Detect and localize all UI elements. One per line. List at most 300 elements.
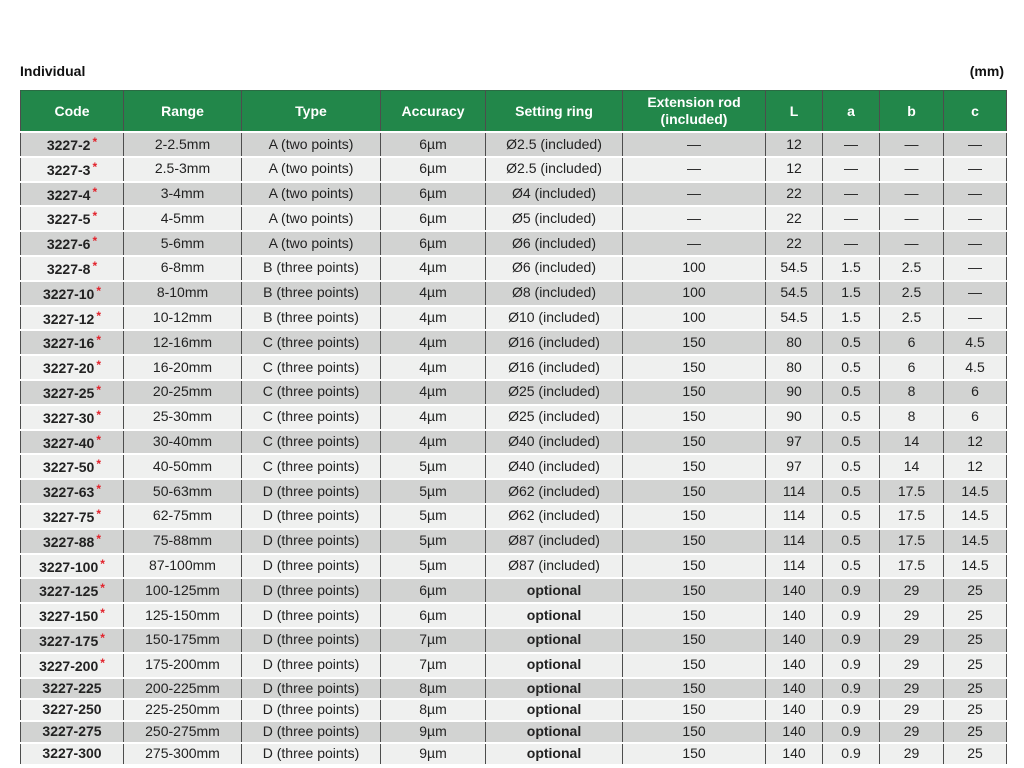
- cell-b: 29: [880, 578, 944, 603]
- cell-b: —: [880, 206, 944, 231]
- cell-code: [21, 206, 124, 231]
- cell-type: B (three points): [242, 306, 381, 331]
- cell-setting_ring: optional: [486, 721, 623, 743]
- cell-setting_ring: optional: [486, 743, 623, 765]
- star-marker: *: [92, 184, 98, 199]
- cell-accuracy: 5µm: [381, 554, 486, 579]
- table-row: [21, 554, 1007, 579]
- cell-range: 25-30mm: [124, 405, 242, 430]
- cell-c: 6: [944, 380, 1007, 405]
- cell-l: 90: [766, 380, 823, 405]
- cell-setting_ring: optional: [486, 678, 623, 700]
- table-row: [21, 256, 1007, 281]
- product-code: 3227-25: [42, 384, 95, 401]
- product-code: 3227-8: [46, 260, 91, 277]
- cell-type: D (three points): [242, 578, 381, 603]
- cell-range: 8-10mm: [124, 281, 242, 306]
- cell-b: 17.5: [880, 504, 944, 529]
- cell-a: 0.5: [823, 479, 880, 504]
- product-code: 3227-300: [42, 744, 102, 761]
- star-marker: *: [92, 159, 98, 174]
- cell-range: 12-16mm: [124, 330, 242, 355]
- table-row: [21, 405, 1007, 430]
- table-row: [21, 206, 1007, 231]
- cell-accuracy: 5µm: [381, 479, 486, 504]
- cell-type: A (two points): [242, 132, 381, 157]
- table-row: [21, 380, 1007, 405]
- star-marker: *: [92, 209, 98, 224]
- product-code: 3227-125: [39, 583, 99, 600]
- cell-c: 14.5: [944, 529, 1007, 554]
- cell-accuracy: 4µm: [381, 380, 486, 405]
- star-marker: *: [96, 457, 102, 472]
- cell-l: 140: [766, 653, 823, 678]
- table-row: [21, 330, 1007, 355]
- cell-a: —: [823, 182, 880, 207]
- column-header-c: c: [944, 91, 1007, 133]
- cell-code: [21, 355, 124, 380]
- cell-accuracy: 5µm: [381, 504, 486, 529]
- cell-setting_ring: Ø6 (included): [486, 231, 623, 256]
- cell-code: [21, 182, 124, 207]
- cell-setting_ring: optional: [486, 628, 623, 653]
- cell-type: D (three points): [242, 743, 381, 765]
- cell-a: —: [823, 157, 880, 182]
- table-row: [21, 578, 1007, 603]
- cell-type: D (three points): [242, 678, 381, 700]
- cell-l: 22: [766, 182, 823, 207]
- cell-code: [21, 554, 124, 579]
- cell-accuracy: 4µm: [381, 256, 486, 281]
- cell-c: 12: [944, 454, 1007, 479]
- cell-range: 6-8mm: [124, 256, 242, 281]
- cell-code: [21, 306, 124, 331]
- cell-type: D (three points): [242, 653, 381, 678]
- product-code: 3227-10: [42, 285, 95, 302]
- column-header-b: b: [880, 91, 944, 133]
- cell-a: 0.9: [823, 678, 880, 700]
- cell-code: [21, 504, 124, 529]
- cell-extension_rod: 150: [623, 405, 766, 430]
- cell-type: A (two points): [242, 182, 381, 207]
- cell-l: 54.5: [766, 256, 823, 281]
- cell-type: B (three points): [242, 256, 381, 281]
- cell-code: [21, 330, 124, 355]
- table-row: [21, 721, 1007, 743]
- star-marker: *: [96, 308, 102, 323]
- cell-a: 0.9: [823, 628, 880, 653]
- cell-setting_ring: Ø2.5 (included): [486, 132, 623, 157]
- star-marker: *: [100, 630, 105, 645]
- cell-setting_ring: Ø16 (included): [486, 330, 623, 355]
- cell-extension_rod: 150: [623, 628, 766, 653]
- cell-a: 0.9: [823, 603, 880, 628]
- cell-a: 1.5: [823, 306, 880, 331]
- cell-accuracy: 6µm: [381, 206, 486, 231]
- cell-extension_rod: 150: [623, 653, 766, 678]
- product-code: 3227-200: [39, 657, 99, 674]
- section-title: Individual: [20, 63, 86, 79]
- cell-setting_ring: Ø25 (included): [486, 405, 623, 430]
- cell-type: C (three points): [242, 380, 381, 405]
- cell-b: 29: [880, 603, 944, 628]
- product-code: 3227-12: [42, 310, 95, 327]
- cell-extension_rod: 150: [623, 578, 766, 603]
- product-code: 3227-275: [42, 723, 102, 740]
- table-row: [21, 529, 1007, 554]
- table-row: [21, 281, 1007, 306]
- cell-type: A (two points): [242, 231, 381, 256]
- column-header-code: Code: [21, 91, 124, 133]
- star-marker: *: [92, 258, 98, 273]
- cell-extension_rod: 150: [623, 479, 766, 504]
- cell-accuracy: 6µm: [381, 157, 486, 182]
- cell-range: 125-150mm: [124, 603, 242, 628]
- cell-accuracy: 4µm: [381, 306, 486, 331]
- cell-type: D (three points): [242, 603, 381, 628]
- cell-range: 10-12mm: [124, 306, 242, 331]
- product-code: 3227-75: [42, 508, 95, 525]
- cell-accuracy: 8µm: [381, 699, 486, 721]
- cell-type: D (three points): [242, 479, 381, 504]
- unit-label: (mm): [969, 63, 1004, 79]
- cell-b: 17.5: [880, 479, 944, 504]
- column-header-l: L: [766, 91, 823, 133]
- table-row: [21, 157, 1007, 182]
- cell-l: 114: [766, 554, 823, 579]
- cell-c: 14.5: [944, 504, 1007, 529]
- cell-setting_ring: Ø62 (included): [486, 504, 623, 529]
- cell-type: C (three points): [242, 355, 381, 380]
- column-header-extension_rod: Extension rod (included): [623, 91, 766, 133]
- cell-b: 29: [880, 678, 944, 700]
- table-row: [21, 743, 1007, 765]
- table-row: [21, 678, 1007, 700]
- cell-extension_rod: —: [623, 157, 766, 182]
- cell-a: 0.5: [823, 355, 880, 380]
- cell-c: 25: [944, 699, 1007, 721]
- cell-accuracy: 6µm: [381, 182, 486, 207]
- cell-a: —: [823, 132, 880, 157]
- cell-range: 100-125mm: [124, 578, 242, 603]
- cell-setting_ring: Ø4 (included): [486, 182, 623, 207]
- cell-setting_ring: optional: [486, 578, 623, 603]
- cell-extension_rod: 150: [623, 454, 766, 479]
- cell-setting_ring: Ø5 (included): [486, 206, 623, 231]
- cell-a: 0.5: [823, 380, 880, 405]
- cell-c: 4.5: [944, 355, 1007, 380]
- star-marker: *: [96, 283, 102, 298]
- cell-c: 6: [944, 405, 1007, 430]
- cell-setting_ring: optional: [486, 603, 623, 628]
- cell-l: 22: [766, 206, 823, 231]
- table-row: [21, 699, 1007, 721]
- cell-accuracy: 4µm: [381, 330, 486, 355]
- product-code: 3227-175: [39, 632, 99, 649]
- cell-accuracy: 4µm: [381, 355, 486, 380]
- column-header-type: Type: [242, 91, 381, 133]
- cell-setting_ring: Ø8 (included): [486, 281, 623, 306]
- cell-c: —: [944, 231, 1007, 256]
- cell-c: —: [944, 281, 1007, 306]
- cell-b: 29: [880, 653, 944, 678]
- cell-extension_rod: 150: [623, 603, 766, 628]
- cell-c: 25: [944, 628, 1007, 653]
- star-marker: *: [96, 506, 102, 521]
- cell-type: A (two points): [242, 157, 381, 182]
- cell-l: 97: [766, 454, 823, 479]
- cell-accuracy: 6µm: [381, 132, 486, 157]
- cell-range: 200-225mm: [124, 678, 242, 700]
- cell-extension_rod: 150: [623, 330, 766, 355]
- cell-b: 14: [880, 454, 944, 479]
- cell-c: —: [944, 157, 1007, 182]
- cell-a: —: [823, 231, 880, 256]
- cell-setting_ring: Ø16 (included): [486, 355, 623, 380]
- cell-setting_ring: Ø6 (included): [486, 256, 623, 281]
- cell-b: —: [880, 182, 944, 207]
- cell-accuracy: 5µm: [381, 529, 486, 554]
- cell-l: 140: [766, 678, 823, 700]
- cell-code: [21, 699, 124, 721]
- cell-b: —: [880, 231, 944, 256]
- product-code: 3227-20: [42, 360, 95, 377]
- table-row: [21, 355, 1007, 380]
- cell-a: 0.9: [823, 699, 880, 721]
- product-spec-table: [20, 90, 1007, 766]
- cell-type: C (three points): [242, 430, 381, 455]
- cell-b: 29: [880, 699, 944, 721]
- cell-a: 0.5: [823, 529, 880, 554]
- cell-c: 25: [944, 603, 1007, 628]
- cell-accuracy: 9µm: [381, 721, 486, 743]
- cell-extension_rod: —: [623, 132, 766, 157]
- cell-a: 0.5: [823, 330, 880, 355]
- cell-a: 0.9: [823, 721, 880, 743]
- table-row: [21, 231, 1007, 256]
- table-row: [21, 182, 1007, 207]
- star-marker: *: [96, 382, 102, 397]
- cell-accuracy: 7µm: [381, 653, 486, 678]
- cell-a: 0.5: [823, 405, 880, 430]
- cell-extension_rod: —: [623, 231, 766, 256]
- cell-range: 2.5-3mm: [124, 157, 242, 182]
- product-code: 3227-40: [42, 434, 95, 451]
- cell-type: C (three points): [242, 330, 381, 355]
- product-code: 3227-5: [46, 211, 91, 228]
- star-marker: *: [96, 358, 102, 373]
- cell-range: 87-100mm: [124, 554, 242, 579]
- cell-a: 0.5: [823, 430, 880, 455]
- cell-b: 17.5: [880, 554, 944, 579]
- cell-b: 29: [880, 628, 944, 653]
- cell-l: 12: [766, 157, 823, 182]
- star-marker: *: [100, 556, 105, 571]
- cell-range: 150-175mm: [124, 628, 242, 653]
- cell-c: 25: [944, 653, 1007, 678]
- table-row: [21, 504, 1007, 529]
- cell-b: 2.5: [880, 281, 944, 306]
- table-row: [21, 479, 1007, 504]
- cell-c: 14.5: [944, 479, 1007, 504]
- product-code: 3227-2: [46, 137, 91, 153]
- star-marker: *: [96, 407, 102, 422]
- product-code: 3227-4: [46, 186, 91, 203]
- cell-range: 30-40mm: [124, 430, 242, 455]
- cell-type: D (three points): [242, 554, 381, 579]
- cell-range: 275-300mm: [124, 743, 242, 765]
- cell-extension_rod: 150: [623, 529, 766, 554]
- cell-extension_rod: 150: [623, 678, 766, 700]
- product-code: 3227-30: [42, 409, 95, 426]
- cell-type: C (three points): [242, 405, 381, 430]
- cell-a: 0.9: [823, 743, 880, 765]
- cell-type: D (three points): [242, 628, 381, 653]
- cell-l: 140: [766, 578, 823, 603]
- table-row: [21, 628, 1007, 653]
- cell-a: 0.5: [823, 504, 880, 529]
- cell-c: 25: [944, 578, 1007, 603]
- cell-extension_rod: 100: [623, 281, 766, 306]
- cell-c: —: [944, 306, 1007, 331]
- cell-extension_rod: 150: [623, 721, 766, 743]
- cell-l: 140: [766, 743, 823, 765]
- product-code: 3227-16: [42, 335, 95, 352]
- cell-l: 80: [766, 330, 823, 355]
- cell-setting_ring: Ø2.5 (included): [486, 157, 623, 182]
- cell-code: [21, 405, 124, 430]
- star-marker: *: [100, 655, 105, 670]
- cell-code: [21, 628, 124, 653]
- cell-code: [21, 578, 124, 603]
- cell-a: 0.5: [823, 554, 880, 579]
- cell-range: 16-20mm: [124, 355, 242, 380]
- cell-l: 114: [766, 479, 823, 504]
- cell-accuracy: 6µm: [381, 578, 486, 603]
- cell-accuracy: 5µm: [381, 454, 486, 479]
- cell-type: D (three points): [242, 721, 381, 743]
- cell-l: 97: [766, 430, 823, 455]
- table-row: [21, 603, 1007, 628]
- table-row: [21, 653, 1007, 678]
- table-row: [21, 132, 1007, 157]
- cell-code: [21, 157, 124, 182]
- product-code: 3227-63: [42, 484, 95, 501]
- product-code: 3227-250: [42, 701, 102, 718]
- cell-b: —: [880, 157, 944, 182]
- cell-code: [21, 653, 124, 678]
- star-marker: *: [96, 531, 102, 546]
- star-marker: *: [96, 333, 102, 348]
- cell-code: [21, 132, 124, 157]
- cell-a: 0.5: [823, 454, 880, 479]
- product-code: 3227-6: [46, 236, 91, 253]
- star-marker: *: [100, 581, 105, 596]
- cell-extension_rod: 100: [623, 256, 766, 281]
- cell-c: 4.5: [944, 330, 1007, 355]
- cell-range: 4-5mm: [124, 206, 242, 231]
- cell-l: 140: [766, 699, 823, 721]
- cell-type: D (three points): [242, 529, 381, 554]
- cell-l: 114: [766, 504, 823, 529]
- column-header-a: a: [823, 91, 880, 133]
- cell-accuracy: 4µm: [381, 405, 486, 430]
- cell-type: B (three points): [242, 281, 381, 306]
- star-marker: *: [96, 482, 102, 497]
- cell-setting_ring: Ø62 (included): [486, 479, 623, 504]
- cell-setting_ring: Ø10 (included): [486, 306, 623, 331]
- cell-code: [21, 743, 124, 765]
- cell-type: D (three points): [242, 699, 381, 721]
- cell-l: 54.5: [766, 281, 823, 306]
- star-marker: *: [92, 234, 98, 249]
- product-code: 3227-50: [42, 459, 95, 476]
- cell-extension_rod: 150: [623, 430, 766, 455]
- cell-l: 80: [766, 355, 823, 380]
- cell-a: 0.9: [823, 578, 880, 603]
- cell-a: 1.5: [823, 256, 880, 281]
- star-marker: *: [100, 606, 105, 621]
- cell-l: 114: [766, 529, 823, 554]
- cell-l: 140: [766, 628, 823, 653]
- star-marker: *: [96, 432, 102, 447]
- cell-code: [21, 281, 124, 306]
- cell-setting_ring: Ø40 (included): [486, 430, 623, 455]
- cell-extension_rod: 150: [623, 699, 766, 721]
- cell-extension_rod: —: [623, 206, 766, 231]
- cell-code: [21, 479, 124, 504]
- cell-setting_ring: optional: [486, 699, 623, 721]
- column-header-setting_ring: Setting ring: [486, 91, 623, 133]
- cell-accuracy: 9µm: [381, 743, 486, 765]
- cell-range: 50-63mm: [124, 479, 242, 504]
- product-code: 3227-225: [42, 679, 102, 696]
- cell-setting_ring: Ø40 (included): [486, 454, 623, 479]
- cell-b: —: [880, 132, 944, 157]
- cell-extension_rod: 150: [623, 355, 766, 380]
- cell-a: —: [823, 206, 880, 231]
- cell-code: [21, 231, 124, 256]
- cell-l: 140: [766, 721, 823, 743]
- cell-code: [21, 454, 124, 479]
- table-row: [21, 430, 1007, 455]
- cell-c: —: [944, 256, 1007, 281]
- cell-code: [21, 678, 124, 700]
- cell-extension_rod: 150: [623, 554, 766, 579]
- cell-c: —: [944, 132, 1007, 157]
- cell-l: 90: [766, 405, 823, 430]
- cell-type: D (three points): [242, 504, 381, 529]
- cell-b: 14: [880, 430, 944, 455]
- cell-b: 2.5: [880, 256, 944, 281]
- cell-range: 5-6mm: [124, 231, 242, 256]
- cell-range: 62-75mm: [124, 504, 242, 529]
- cell-code: [21, 529, 124, 554]
- cell-c: —: [944, 182, 1007, 207]
- cell-a: 1.5: [823, 281, 880, 306]
- cell-b: 29: [880, 743, 944, 765]
- cell-c: 14.5: [944, 554, 1007, 579]
- cell-b: 2.5: [880, 306, 944, 331]
- cell-accuracy: 4µm: [381, 281, 486, 306]
- cell-setting_ring: Ø87 (included): [486, 554, 623, 579]
- cell-accuracy: 7µm: [381, 628, 486, 653]
- cell-b: 8: [880, 405, 944, 430]
- cell-range: 175-200mm: [124, 653, 242, 678]
- cell-a: 0.9: [823, 653, 880, 678]
- product-code: 3227-3: [46, 161, 91, 178]
- cell-c: 25: [944, 678, 1007, 700]
